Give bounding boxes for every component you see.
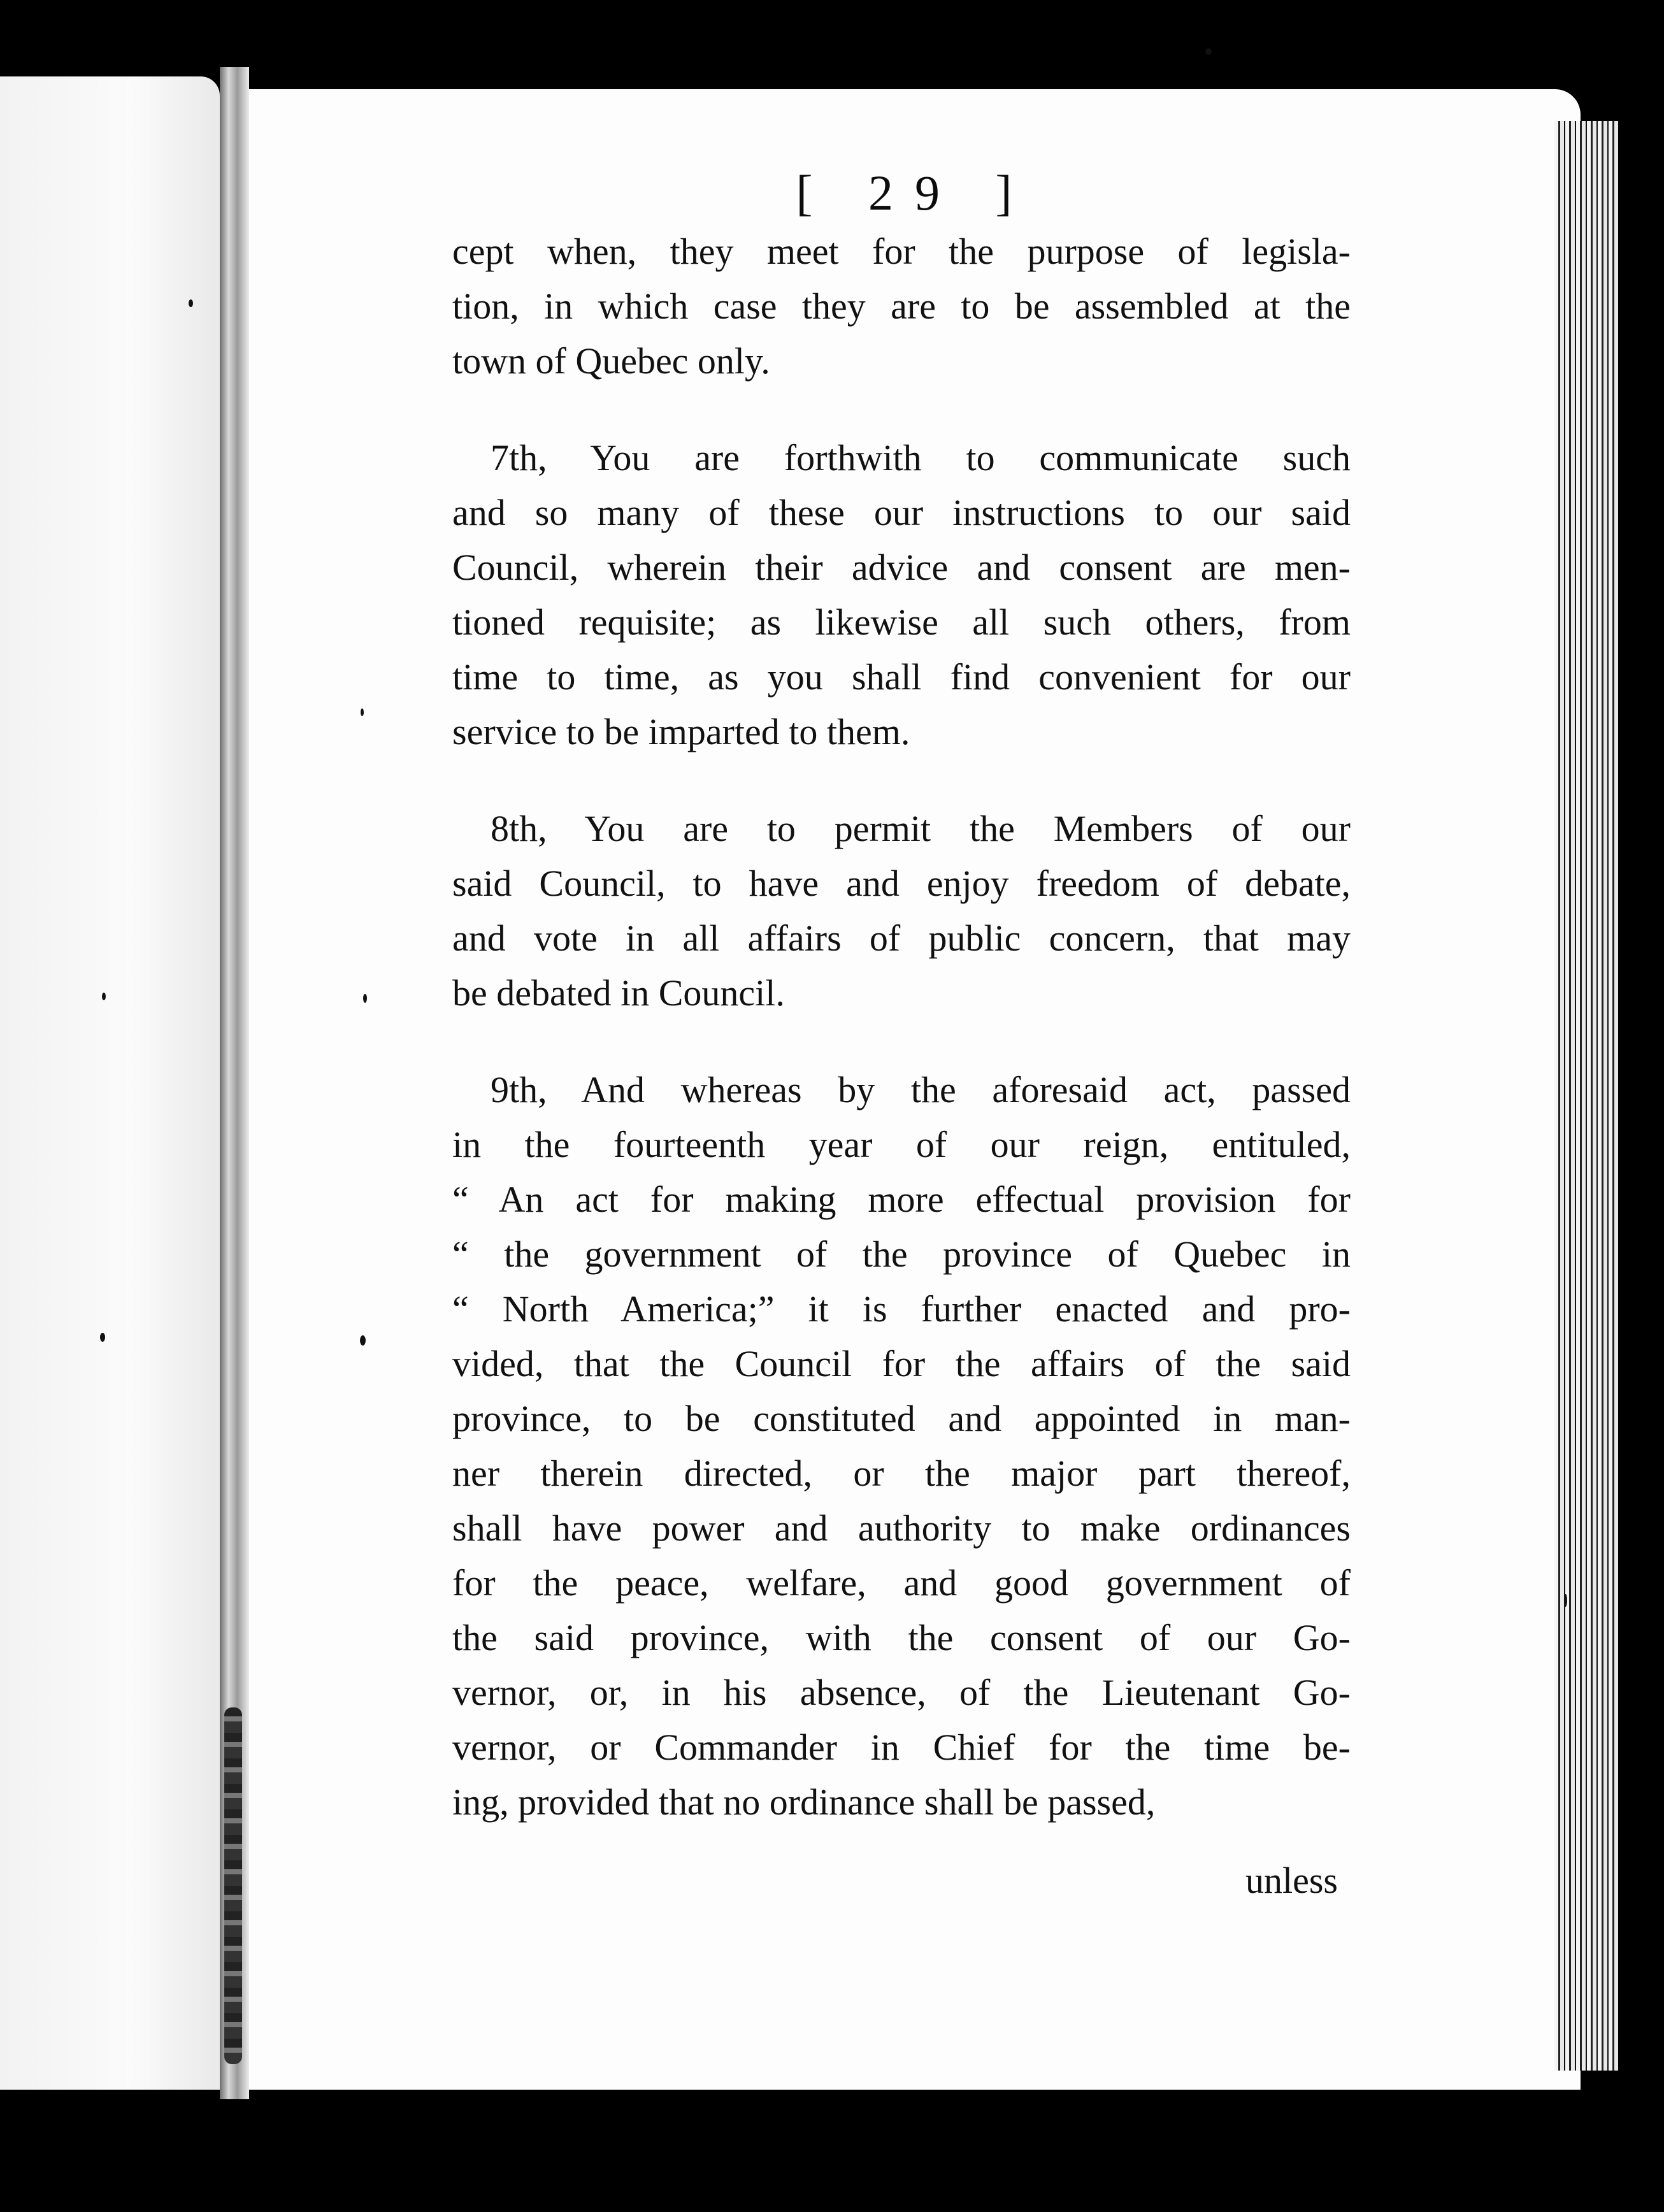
- text-line: Council, wherein their advice and consent are men-: [452, 547, 1351, 588]
- text-line: vided, that the Council for the affairs of the said: [452, 1343, 1351, 1384]
- text-line: shall have power and authority to make ordinances: [452, 1507, 1351, 1549]
- text-line: ing, provided that no ordinance shall be passed,: [452, 1781, 1156, 1823]
- text-line: said Council, to have and enjoy freedom of debate,: [452, 863, 1351, 904]
- page-edges: [1554, 121, 1618, 2071]
- text-line: “ An act for making more effectual provision for: [452, 1179, 1351, 1220]
- text-line: province, to be constituted and appointed in man-: [452, 1398, 1351, 1439]
- scan-speck: [1205, 48, 1212, 55]
- paragraph: [452, 224, 1351, 389]
- scan-speck: [189, 299, 193, 307]
- text-line: “ the government of the province of Quebec in: [452, 1233, 1351, 1275]
- text-line: for the peace, welfare, and good government of: [452, 1562, 1351, 1604]
- text-line: town of Quebec only.: [452, 340, 770, 382]
- binding-stitch: [224, 1707, 242, 2064]
- text-line: tion, in which case they are to be assembled at the: [452, 285, 1351, 327]
- scan-speck: [1564, 1594, 1567, 1607]
- text-line: and so many of these our instructions to our said: [452, 492, 1351, 533]
- text-line: cept when, they meet for the purpose of legisla-: [452, 231, 1351, 272]
- text-line: 9th, And whereas by the aforesaid act, passed: [491, 1069, 1351, 1110]
- text-line: be debated in Council.: [452, 972, 785, 1014]
- scan-speck: [363, 994, 367, 1003]
- text-line: service to be imparted to them.: [452, 711, 910, 752]
- text-line: ner therein directed, or the major part thereof,: [452, 1453, 1351, 1494]
- paragraph: [452, 431, 1351, 759]
- text-line: and vote in all affairs of public concern, that may: [452, 917, 1351, 959]
- scan-speck: [102, 993, 106, 1000]
- scan-speck: [100, 1333, 105, 1342]
- text-line: tioned requisite; as likewise all such others, from: [452, 601, 1351, 643]
- catchword: unless: [1245, 1860, 1338, 1901]
- paragraph: [452, 1063, 1351, 1830]
- text-line: “ North America;” it is further enacted and pro-: [452, 1288, 1351, 1330]
- scan-speck: [361, 708, 364, 716]
- paragraph: [452, 801, 1351, 1021]
- text-line: time to time, as you shall find convenient for our: [452, 656, 1351, 698]
- page-number-header: [ 29 ]: [796, 165, 1034, 220]
- facing-blank-page: [0, 76, 220, 2090]
- text-line: 8th, You are to permit the Members of our: [491, 808, 1351, 849]
- text-line: 7th, You are forthwith to communicate such: [491, 437, 1351, 478]
- text-line: in the fourteenth year of our reign, entituled,: [452, 1124, 1351, 1165]
- text-line: the said province, with the consent of our Go-: [452, 1617, 1351, 1658]
- body-text: [452, 224, 1351, 1872]
- scan-speck: [360, 1335, 366, 1346]
- text-line: vernor, or Commander in Chief for the time be-: [452, 1727, 1351, 1768]
- text-line: vernor, or, in his absence, of the Lieutenant Go-: [452, 1672, 1351, 1713]
